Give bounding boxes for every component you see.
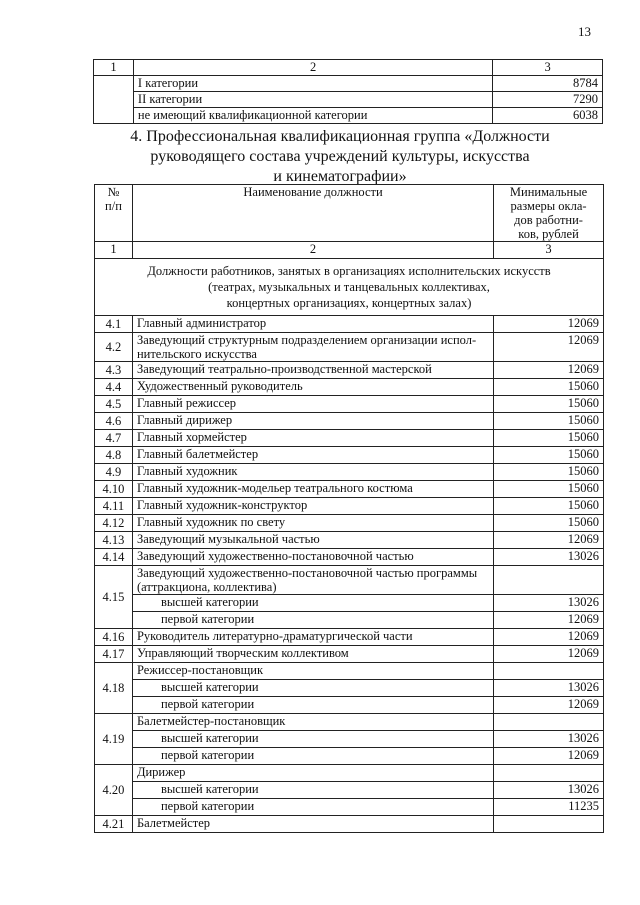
head-numbers-row bbox=[95, 242, 604, 259]
section-title-line: и кинематографии» bbox=[273, 168, 407, 185]
position-name: Руководитель литературно-драматургической части bbox=[132, 629, 493, 646]
col-value-index: 3 bbox=[494, 242, 604, 259]
group-header-row bbox=[95, 259, 604, 316]
col-name-header: Наименование должности bbox=[132, 185, 493, 242]
salary-value: 15060 bbox=[494, 447, 604, 464]
row-number: 4.20 bbox=[95, 765, 133, 816]
table-row bbox=[95, 765, 604, 782]
salary-value bbox=[494, 816, 604, 833]
salary-value: 6038 bbox=[493, 108, 603, 124]
position-name: Дирижер bbox=[132, 765, 493, 782]
table-row bbox=[95, 333, 604, 362]
row-number: 4.13 bbox=[95, 532, 133, 549]
position-name: Балетмейстер bbox=[132, 816, 493, 833]
salary-value: 12069 bbox=[494, 612, 604, 629]
table-row bbox=[95, 316, 604, 333]
row-number: 4.15 bbox=[95, 566, 133, 629]
table-row bbox=[95, 498, 604, 515]
table-row bbox=[94, 76, 603, 92]
position-name: Главный художник по свету bbox=[132, 515, 493, 532]
salary-value: 13026 bbox=[494, 680, 604, 697]
group-title bbox=[95, 259, 604, 316]
empty-value-cell bbox=[494, 765, 604, 782]
position-name: Главный дирижер bbox=[132, 413, 493, 430]
table-row bbox=[95, 481, 604, 498]
salary-value: 13026 bbox=[494, 782, 604, 799]
row-number: 4.5 bbox=[95, 396, 133, 413]
table-row bbox=[95, 379, 604, 396]
row-number: 4.21 bbox=[95, 816, 133, 833]
position-name: Главный балетмейстер bbox=[132, 447, 493, 464]
row-number: 4.7 bbox=[95, 430, 133, 447]
table-row bbox=[95, 714, 604, 731]
position-name bbox=[132, 566, 493, 595]
row-number: 4.3 bbox=[95, 362, 133, 379]
empty-value-cell bbox=[494, 714, 604, 731]
row-number: 4.8 bbox=[95, 447, 133, 464]
table-row bbox=[95, 396, 604, 413]
salary-value: 15060 bbox=[494, 413, 604, 430]
table-subrow bbox=[95, 680, 604, 697]
table-row bbox=[95, 362, 604, 379]
row-number: 4.11 bbox=[95, 498, 133, 515]
table-row bbox=[95, 646, 604, 663]
table-row bbox=[95, 447, 604, 464]
table-row bbox=[94, 108, 603, 124]
salary-value: 11235 bbox=[494, 799, 604, 816]
salary-value: 13026 bbox=[494, 731, 604, 748]
header-text: № bbox=[107, 185, 120, 199]
position-name: Главный художник-конструктор bbox=[132, 498, 493, 515]
row-number: 4.19 bbox=[95, 714, 133, 765]
salary-value: 13026 bbox=[494, 595, 604, 612]
table-subrow bbox=[95, 782, 604, 799]
table-row bbox=[95, 413, 604, 430]
header-text: дов работни- bbox=[514, 213, 583, 227]
position-name: Главный режиссер bbox=[132, 396, 493, 413]
category-name: первой категории bbox=[132, 612, 493, 629]
table-head-row bbox=[95, 185, 604, 242]
col-name-index: 2 bbox=[132, 242, 493, 259]
row-number: 4.9 bbox=[95, 464, 133, 481]
salary-table-continued bbox=[93, 59, 603, 124]
category-name: высшей категории bbox=[132, 595, 493, 612]
position-name: Главный администратор bbox=[132, 316, 493, 333]
col-value-header: 3 bbox=[493, 60, 603, 76]
table-row bbox=[95, 430, 604, 447]
salary-value: 12069 bbox=[494, 333, 604, 362]
salary-value: 12069 bbox=[494, 362, 604, 379]
salary-value: 15060 bbox=[494, 515, 604, 532]
row-number: 4.1 bbox=[95, 316, 133, 333]
salary-value: 12069 bbox=[494, 316, 604, 333]
col-number-index: 1 bbox=[95, 242, 133, 259]
category-name: первой категории bbox=[132, 697, 493, 714]
row-number: 4.17 bbox=[95, 646, 133, 663]
row-number: 4.2 bbox=[95, 333, 133, 362]
row-number: 4.12 bbox=[95, 515, 133, 532]
empty-value-cell bbox=[494, 663, 604, 680]
salary-value: 13026 bbox=[494, 549, 604, 566]
position-name: Заведующий театрально-производственной мастерской bbox=[132, 362, 493, 379]
row-number: 4.14 bbox=[95, 549, 133, 566]
position-name-line: нительского искусства bbox=[136, 347, 257, 361]
table-row bbox=[95, 566, 604, 595]
category-name: высшей категории bbox=[132, 782, 493, 799]
salary-value: 12069 bbox=[494, 629, 604, 646]
position-name: Режиссер-постановщик bbox=[132, 663, 493, 680]
header-text: ков, рублей bbox=[518, 227, 579, 241]
col-number-header: 1 bbox=[94, 60, 134, 76]
position-name: Главный хормейстер bbox=[132, 430, 493, 447]
salary-value: 12069 bbox=[494, 748, 604, 765]
table-subrow bbox=[95, 731, 604, 748]
table-subrow bbox=[95, 697, 604, 714]
section-title-line: 4. Профессиональная квалификационная группа «Должности bbox=[130, 128, 550, 145]
category-name: первой категории bbox=[132, 799, 493, 816]
position-name: Главный художник bbox=[132, 464, 493, 481]
row-number: 4.4 bbox=[95, 379, 133, 396]
salary-value: 12069 bbox=[494, 532, 604, 549]
position-name bbox=[132, 333, 493, 362]
salary-value: 12069 bbox=[494, 697, 604, 714]
category-name: высшей категории bbox=[132, 731, 493, 748]
position-name: Художественный руководитель bbox=[132, 379, 493, 396]
salary-value: 8784 bbox=[493, 76, 603, 92]
position-name: I категории bbox=[133, 76, 492, 92]
empty-value-cell bbox=[494, 566, 604, 595]
table-subrow bbox=[95, 748, 604, 765]
salary-value: 15060 bbox=[494, 396, 604, 413]
category-name: первой категории bbox=[132, 748, 493, 765]
position-name-line: Заведующий структурным подразделением организации испол- bbox=[136, 333, 477, 347]
empty-number-cell bbox=[94, 76, 134, 124]
header-text: размеры окла- bbox=[510, 199, 587, 213]
salary-value: 7290 bbox=[493, 92, 603, 108]
table-row bbox=[95, 515, 604, 532]
group-title-line: Должности работников, занятых в организациях исполнительских искусств bbox=[147, 264, 551, 278]
position-name: Заведующий художественно-постановочной частью bbox=[132, 549, 493, 566]
row-number: 4.6 bbox=[95, 413, 133, 430]
salary-value: 15060 bbox=[494, 498, 604, 515]
header-text: Минимальные bbox=[509, 185, 588, 199]
row-number: 4.18 bbox=[95, 663, 133, 714]
page-number: 13 bbox=[578, 24, 591, 39]
salary-table bbox=[94, 184, 604, 833]
salary-value: 15060 bbox=[494, 464, 604, 481]
position-name: Балетмейстер-постановщик bbox=[132, 714, 493, 731]
position-name: II категории bbox=[133, 92, 492, 108]
table-row bbox=[94, 92, 603, 108]
section-title-line: руководящего состава учреждений культуры, искусства bbox=[150, 148, 530, 165]
table-row bbox=[95, 549, 604, 566]
row-number: 4.16 bbox=[95, 629, 133, 646]
position-name: Управляющий творческим коллективом bbox=[132, 646, 493, 663]
header-text: п/п bbox=[105, 199, 122, 213]
position-name: Заведующий музыкальной частью bbox=[132, 532, 493, 549]
table-subrow bbox=[95, 612, 604, 629]
table-row bbox=[95, 629, 604, 646]
table-header-row bbox=[94, 60, 603, 76]
table-row bbox=[95, 816, 604, 833]
row-number: 4.10 bbox=[95, 481, 133, 498]
table-subrow bbox=[95, 595, 604, 612]
section-title bbox=[60, 127, 620, 187]
position-name-line: Заведующий художественно-постановочной частью программы bbox=[136, 566, 478, 580]
salary-value: 15060 bbox=[494, 379, 604, 396]
position-name-line: (аттракциона, коллектива) bbox=[136, 580, 277, 594]
salary-value: 15060 bbox=[494, 481, 604, 498]
position-name: не имеющий квалификационной категории bbox=[133, 108, 492, 124]
position-name: Главный художник-модельер театрального костюма bbox=[132, 481, 493, 498]
table-row bbox=[95, 663, 604, 680]
salary-value: 12069 bbox=[494, 646, 604, 663]
col-number-header bbox=[95, 185, 133, 242]
col-name-header: 2 bbox=[133, 60, 492, 76]
table-row bbox=[95, 532, 604, 549]
group-title-line: (театрах, музыкальных и танцевальных коллективах, bbox=[208, 280, 490, 294]
table-row bbox=[95, 464, 604, 481]
salary-value: 15060 bbox=[494, 430, 604, 447]
group-title-line: концертных организациях, концертных залах) bbox=[226, 296, 472, 310]
table-subrow bbox=[95, 799, 604, 816]
category-name: высшей категории bbox=[132, 680, 493, 697]
col-value-header bbox=[494, 185, 604, 242]
